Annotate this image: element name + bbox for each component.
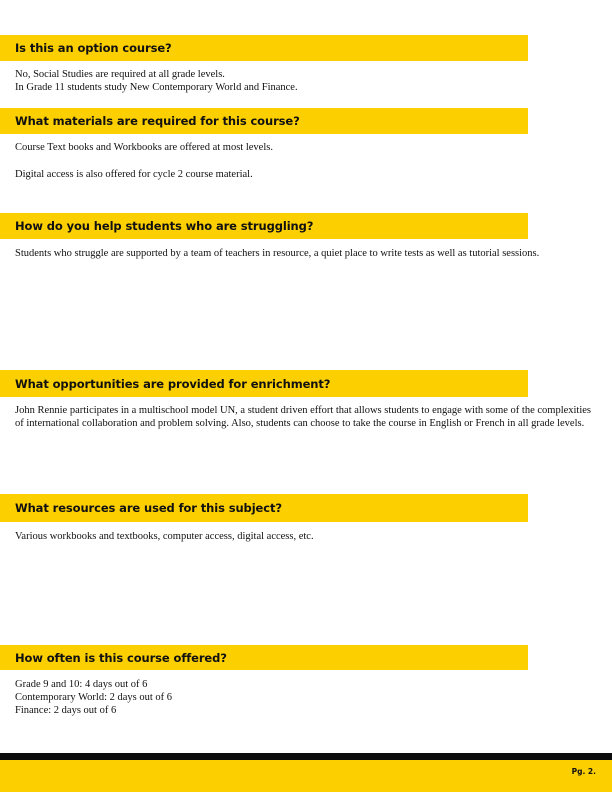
section-heading-bar-option-course xyxy=(0,35,528,61)
section-heading: How do you help students who are struggling? xyxy=(15,219,314,233)
answer-line: Grade 9 and 10: 4 days out of 6 xyxy=(15,679,148,690)
section-heading-bar-frequency xyxy=(0,645,528,670)
answer-line: Finance: 2 days out of 6 xyxy=(15,705,117,716)
section-heading: Is this an option course? xyxy=(15,41,172,55)
section-heading-bar-resources xyxy=(0,494,528,522)
page-number: Pg. 2. xyxy=(571,767,596,776)
section-heading: How often is this course offered? xyxy=(15,650,227,665)
answer-line: Course Text books and Workbooks are offered at most levels. xyxy=(15,142,273,153)
footer-rule xyxy=(0,753,612,760)
answer-paragraph: Students who struggle are supported by a team of teachers in resource, a quiet place to write tests as well as tutorial sessions. xyxy=(15,248,540,259)
section-heading-bar-materials xyxy=(0,108,528,134)
section-heading: What resources are used for this subject? xyxy=(15,501,282,515)
section-heading-bar-struggling xyxy=(0,213,528,239)
answer-paragraph: John Rennie participates in a multischool model UN, a student driven effort that allows students to engage with some of the complexities of international collaboration and problem solving. Also, students can choose to take the course in English or French in all grade levels. xyxy=(15,405,592,430)
section-heading-bar-enrichment xyxy=(0,370,528,397)
answer-line: In Grade 11 students study New Contemporary World and Finance. xyxy=(15,82,298,93)
section-heading: What opportunities are provided for enrichment? xyxy=(15,376,331,391)
answer-line: Digital access is also offered for cycle 2 course material. xyxy=(15,169,253,180)
footer-band xyxy=(0,760,612,792)
answer-line: No, Social Studies are required at all grade levels. xyxy=(15,69,225,80)
section-heading: What materials are required for this course? xyxy=(15,114,300,128)
answer-line: Various workbooks and textbooks, computer access, digital access, etc. xyxy=(15,531,314,542)
answer-line: Contemporary World: 2 days out of 6 xyxy=(15,692,173,703)
